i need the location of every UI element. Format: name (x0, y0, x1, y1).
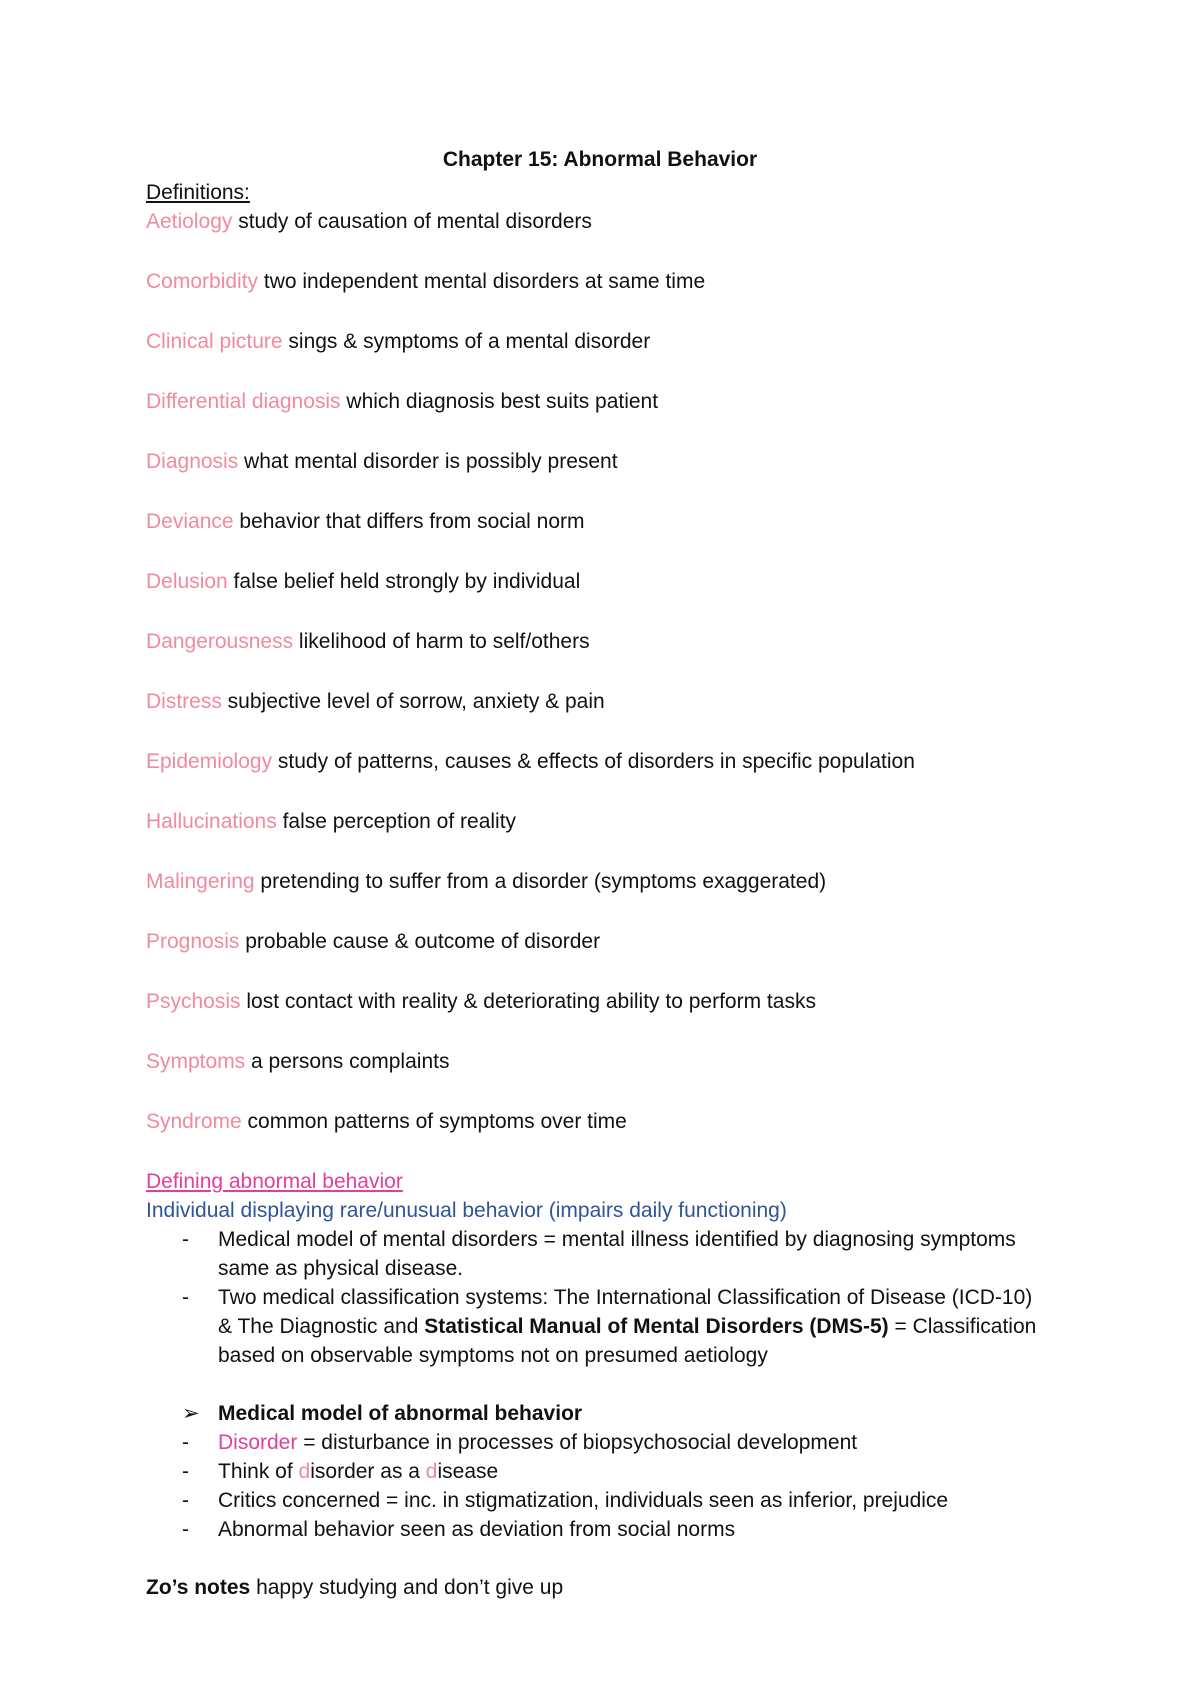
definition-item (146, 867, 1046, 896)
spacer (146, 1370, 1046, 1399)
bullet-text: isease (437, 1460, 499, 1483)
section-heading: Defining abnormal behavior (146, 1170, 403, 1193)
definition-term: Distress (146, 690, 222, 713)
definition-term: Psychosis (146, 990, 241, 1013)
bullet-text: = Classification based on observable symptoms not on presumed aetiology (218, 1315, 1037, 1367)
bullet-text: isorder as a (310, 1460, 426, 1483)
definition-term: Dangerousness (146, 630, 294, 653)
definition-term: Hallucinations (146, 810, 277, 833)
definition-item (146, 1107, 1046, 1136)
bullet-item (218, 1428, 1046, 1457)
bullet-item (218, 1457, 1046, 1486)
bullet-item: - Abnormal behavior seen as deviation from social norms (218, 1515, 1046, 1544)
definition-item (146, 987, 1046, 1016)
definition-term: Delusion (146, 570, 228, 593)
arrow-heading-item (146, 1399, 1046, 1428)
definition-text: likelihood of harm to self/others (293, 630, 590, 653)
definition-text: what mental disorder is possibly present (238, 450, 618, 473)
definition-item (146, 1047, 1046, 1076)
bullet-item: - Critics concerned = inc. in stigmatization, individuals seen as inferior, prejudice (218, 1486, 1046, 1515)
bullet-text: Think of (218, 1460, 299, 1483)
definition-text: false belief held strongly by individual (227, 570, 581, 593)
definitions-heading: Definitions: (146, 181, 250, 204)
bullet-bold-text: Statistical Manual of Mental Disorders (DMS-5) (424, 1315, 889, 1338)
definition-term: Differential diagnosis (146, 390, 341, 413)
definition-term: Epidemiology (146, 750, 273, 773)
definition-item (146, 567, 1046, 596)
definition-text: study of patterns, causes & effects of disorders in specific population (272, 750, 915, 773)
definition-term: Clinical picture (146, 330, 283, 353)
definition-term: Malingering (146, 870, 255, 893)
definition-term: Diagnosis (146, 450, 239, 473)
footer-note (146, 1573, 1046, 1602)
definition-item (146, 627, 1046, 656)
definition-item (146, 207, 1046, 236)
definition-text: common patterns of symptoms over time (241, 1110, 627, 1133)
definition-text: false perception of reality (276, 810, 517, 833)
arrow-bullet-icon: ➢ (182, 1402, 200, 1425)
definition-item (146, 327, 1046, 356)
definition-term: Deviance (146, 510, 234, 533)
definition-item (146, 687, 1046, 716)
definition-item (146, 447, 1046, 476)
bullet-text: = disturbance in processes of biopsychosocial development (297, 1431, 858, 1454)
definition-item (146, 747, 1046, 776)
definition-item (146, 387, 1046, 416)
footer-text: happy studying and don’t give up (250, 1576, 564, 1599)
definition-item (146, 927, 1046, 956)
bullet-item: - Medical model of mental disorders = mental illness identified by diagnosing symptoms same as physical disease. (218, 1225, 1046, 1283)
definition-term: Syndrome (146, 1110, 242, 1133)
bullet-item (218, 1283, 1046, 1370)
definition-term: Symptoms (146, 1050, 246, 1073)
definition-item (146, 267, 1046, 296)
bullet-list-1 (146, 1225, 1046, 1370)
definition-item (146, 807, 1046, 836)
definitions-list (146, 207, 1046, 1136)
definition-text: study of causation of mental disorders (232, 210, 592, 233)
definition-text: pretending to suffer from a disorder (symptoms exaggerated) (254, 870, 827, 893)
footer-author: Zo’s notes (146, 1576, 251, 1599)
bullet-list-2 (146, 1428, 1046, 1544)
definition-text: probable cause & outcome of disorder (239, 930, 601, 953)
definition-text: behavior that differs from social norm (233, 510, 585, 533)
definition-text: lost contact with reality & deteriorating ability to perform tasks (240, 990, 816, 1013)
definition-text: subjective level of sorrow, anxiety & pain (221, 690, 605, 713)
definition-text: a persons complaints (245, 1050, 450, 1073)
bullet-term: Disorder (218, 1431, 298, 1454)
definition-term: Aetiology (146, 210, 233, 233)
highlight-letter: d (425, 1460, 438, 1483)
page-title: Chapter 15: Abnormal Behavior (442, 148, 758, 171)
bullet-text: Two medical classification systems: The International Classification of Disease (ICD-10) & The Diagnostic and (218, 1286, 1033, 1338)
highlight-letter: d (298, 1460, 311, 1483)
definition-text: which diagnosis best suits patient (340, 390, 659, 413)
definition-text: two independent mental disorders at same time (258, 270, 706, 293)
document-body (146, 178, 1046, 1623)
definition-term: Comorbidity (146, 270, 259, 293)
arrow-heading: Medical model of abnormal behavior (218, 1402, 583, 1425)
definition-term: Prognosis (146, 930, 240, 953)
definition-text: sings & symptoms of a mental disorder (282, 330, 651, 353)
definition-item (146, 507, 1046, 536)
section-subheading: Individual displaying rare/unusual behavior (impairs daily functioning) (146, 1199, 787, 1222)
